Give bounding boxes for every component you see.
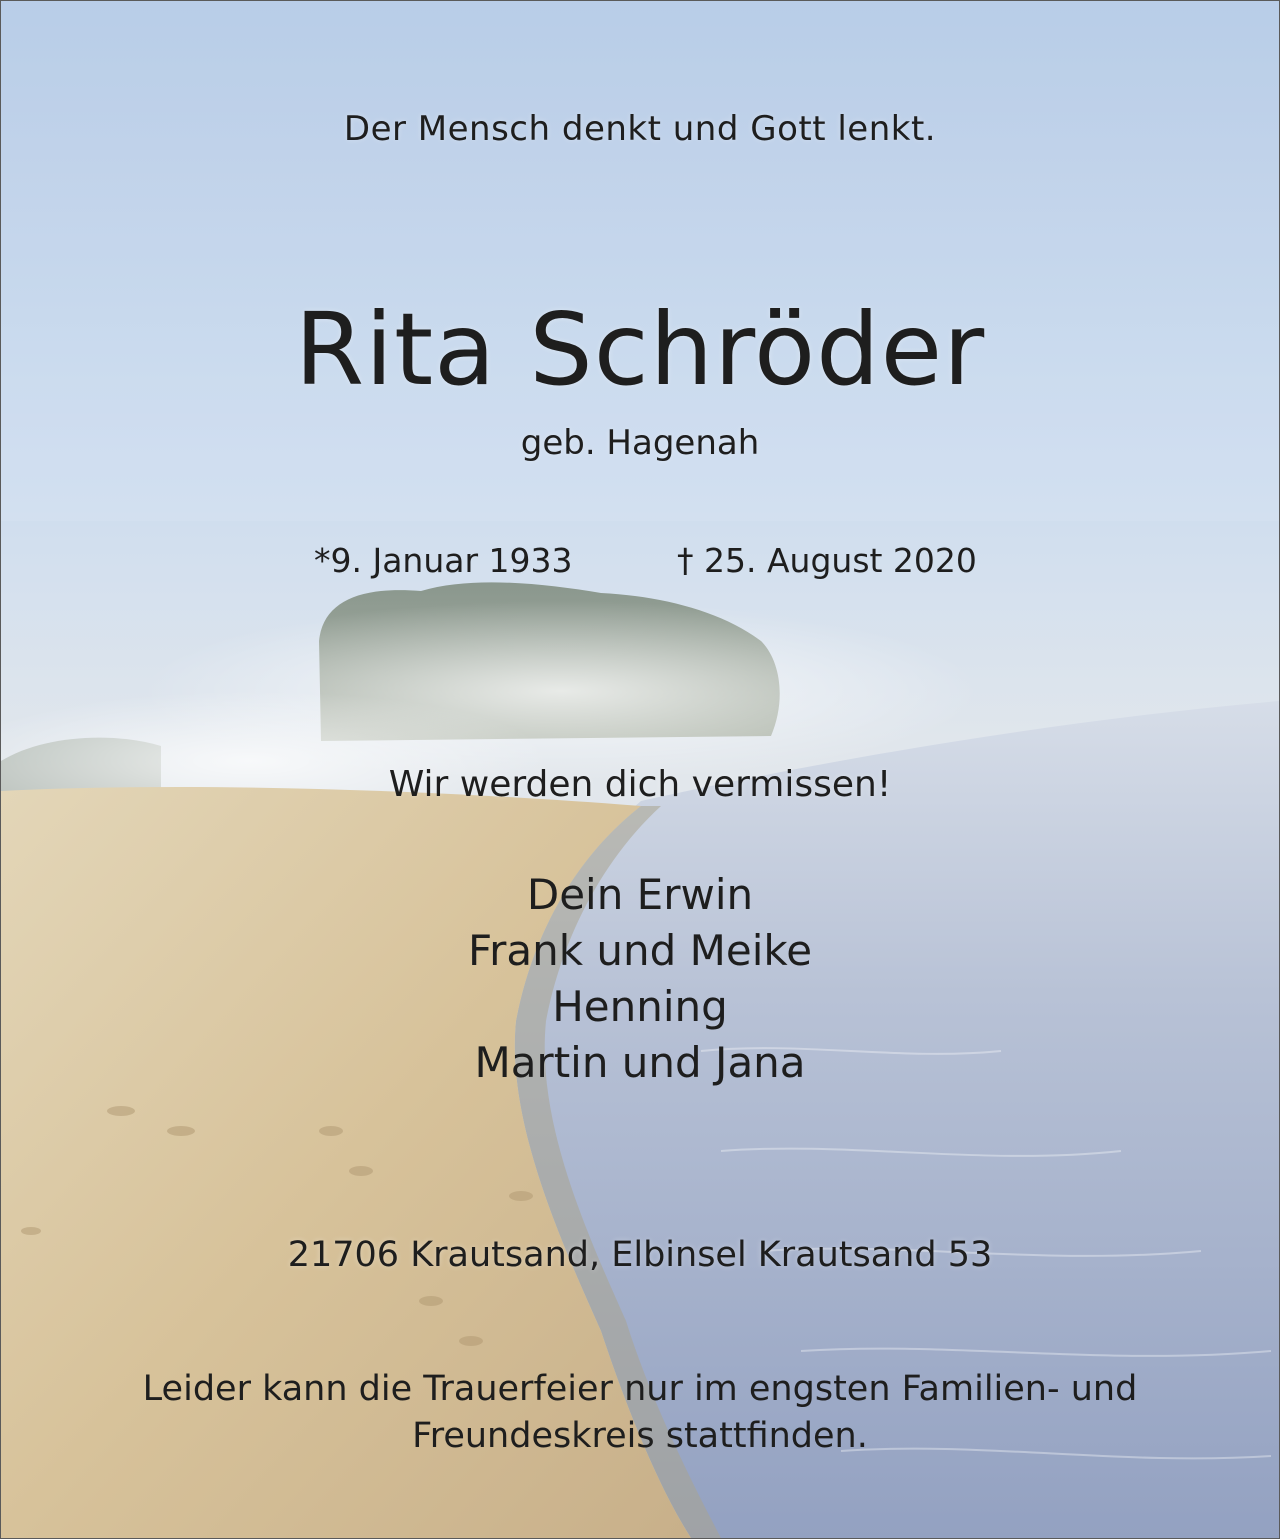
birth-date: *9. Januar 1933 bbox=[314, 541, 573, 580]
address: 21706 Krautsand, Elbinsel Krautsand 53 bbox=[287, 1235, 993, 1275]
mourner-name: Dein Erwin bbox=[526, 870, 754, 919]
mourners-list bbox=[1, 867, 1279, 1091]
maiden-name: geb. Hagenah bbox=[520, 423, 760, 463]
death-date: † 25. August 2020 bbox=[677, 541, 977, 580]
mourner-name: Frank und Meike bbox=[467, 926, 813, 975]
farewell-message: Wir werden dich vermissen! bbox=[388, 764, 892, 805]
deceased-name: Rita Schröder bbox=[294, 291, 986, 408]
motto: Der Mensch denkt und Gott lenkt. bbox=[343, 109, 937, 149]
mourner-name: Martin und Jana bbox=[474, 1038, 806, 1087]
funeral-note-line: Freundeskreis stattfinden. bbox=[412, 1416, 868, 1456]
funeral-note-line: Leider kann die Trauerfeier nur im engsten Familien- und bbox=[142, 1369, 1138, 1409]
mourner-name: Henning bbox=[552, 982, 728, 1031]
funeral-note bbox=[1, 1366, 1279, 1460]
